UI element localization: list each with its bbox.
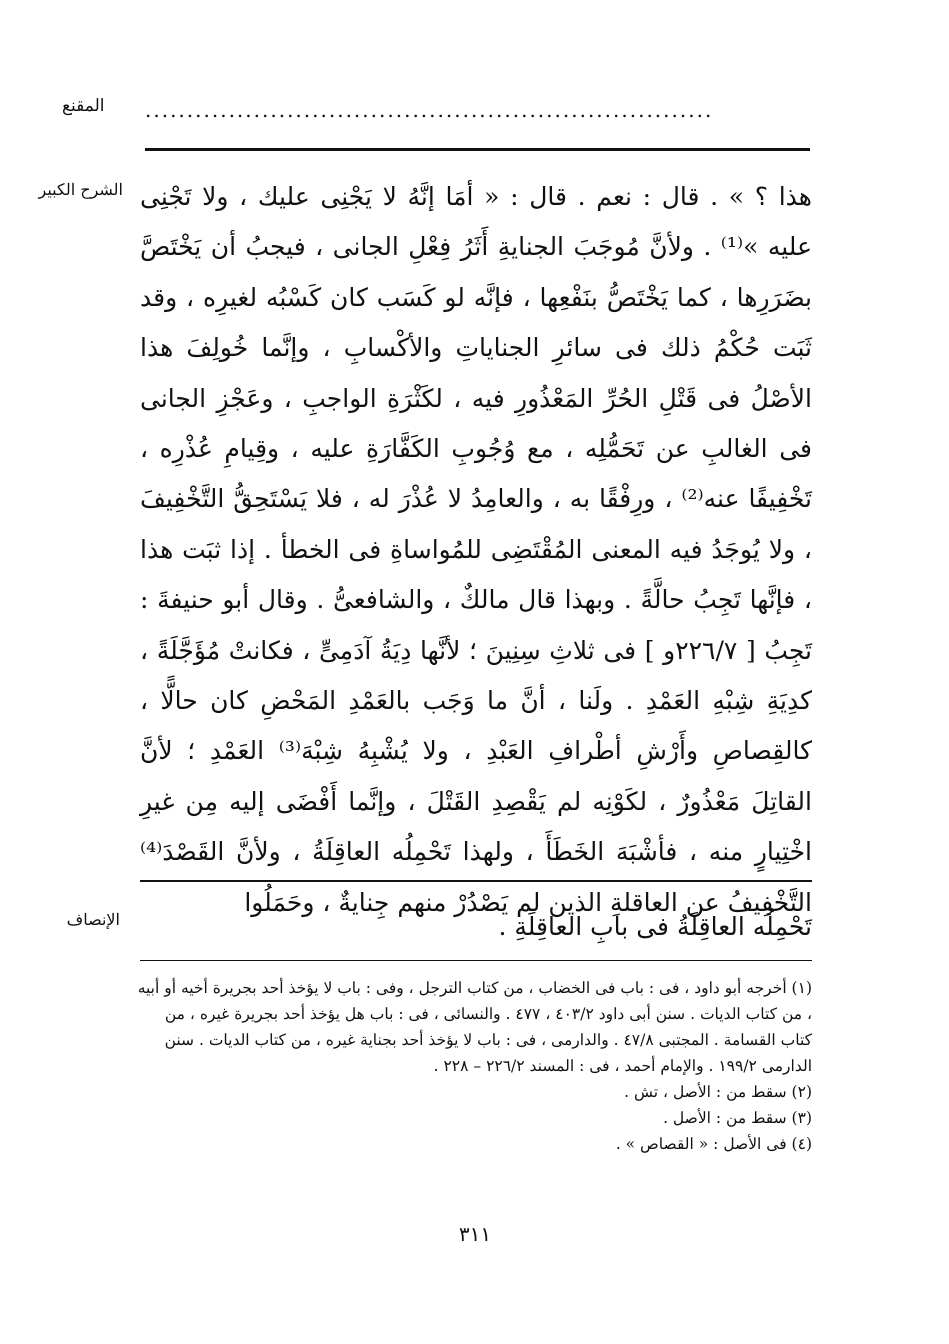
- footnote-1: (١) أخرجه أبو داود ، فى : باب فى الخضاب ، من كتاب الترجل ، وفى : باب لا يؤخذ أحد بجريرة أخيه أو أبيه ، من كتاب الديات . سنن أبى داود ٤٠٣/٢ ، ٤٧٧ . والنسائى ، فى : باب هل يؤخذ أحد بجريرة غيره ، من كتاب القسامة . المجتبى ٤٧/٨ . والدارمى ، فى : باب لا يؤخذ أحد بجناية غيره ، من كتاب الديات . سنن الدارمى ١٩٩/٢ . والإمام أحمد ، فى : المسند ٢٢٦/٢ – ٢٢٨ .: [137, 979, 812, 1075]
- header-rule: [145, 148, 810, 151]
- header-dotted-leader: ....................................................................: [145, 100, 714, 120]
- section-label-sharh: الشرح الكبير: [38, 180, 123, 199]
- footnote-4: (٤) فى الأصل : « القصاص » .: [615, 1135, 812, 1153]
- section-label-insaf: الإنصاف: [66, 910, 120, 929]
- page-number: ٣١١: [458, 1222, 492, 1246]
- footnote-rule: [140, 960, 812, 961]
- main-commentary-text: [140, 172, 812, 928]
- section-divider-rule: [140, 880, 812, 882]
- insaf-text: تَحْمِلُه العاقِلَةُ فى بابِ العاقِلَةِ .: [498, 912, 812, 941]
- footnote-3: (٣) سقط من : الأصل .: [663, 1109, 812, 1127]
- footnotes-block: [130, 975, 812, 1157]
- main-paragraph: هذا ؟ » . قال : نعم . قال : « أمَا إنَّهُ لا يَجْنِى عليك ، ولا تَجْنِى عليه »⁽¹⁾ . ولأنَّ مُوجَبَ الجنايةِ أَثَرُ فِعْلِ الجانى ، فيجبُ أن يَخْتَصَّ بضَرَرِها ، كما يَخْتَصُّ بنَفْعِها ، فإنَّه لو كَسَب كان كَسْبُه لغيرِه ، وقد ثَبَت حُكْمُ ذلك فى سائرِ الجناياتِ والأكْسابِ ، وإنَّما خُولِفَ هذا الأصْلُ فى قَتْلِ الحُرِّ المَعْذُورِ فيه ، لكَثْرَةِ الواجبِ ، وعَجْزِ الجانى فى الغالبِ عن تَحَمُّلِه ، مع وُجُوبِ الكَفَّارَةِ عليه ، وقِيامِ عُذْرِه ، تَخْفِيفًا عنه⁽²⁾ ، ورِفْقًا به ، والعامِدُ لا عُذْرَ له ، فلا يَسْتَحِقُّ التَّخْفِيفَ ، ولا يُوجَدُ فيه المعنى المُقْتَضِى للمُواساةِ فى الخطأ . إذا ثبَت هذا ، فإنَّها تَجِبُ حالَّةً . وبهذا قال مالكٌ ، والشافعىُّ . وقال أبو حنيفةَ : تَجِبُ [ ٢٢٦/٧و ] فى ثلاثِ سِنِينَ ؛ لأنَّها دِيَةُ آدَمِىٍّ ، فكانتْ مُؤَجَّلَةً ، كدِيَةِ شِبْهِ العَمْدِ . ولَنا ، أنَّ ما وَجَب بالعَمْدِ المَحْضِ كان حالًّا ، كالقِصاصِ وأَرْشِ أطْرافِ العَبْدِ ، ولا يُشْبِهُ شِبْهَ⁽³⁾ العَمْدِ ؛ لأنَّ القاتِلَ مَعْذُورٌ ، لكَوْنِه لم يَقْصِدِ القَتْلَ ، وإنَّما أَفْضَى إليه مِن غيرِ اخْتِيارٍ منه ، فأشْبَهَ الخَطَأَ ، ولهذا تَحْمِلُه العاقِلَةُ ، ولأنَّ القَصْدَ⁽⁴⁾ التَّخْفِيفُ عن العاقلةِ الذين لم يَصْدُرْ منهم جِنايةٌ ، وحَمَلُوا: [140, 182, 812, 917]
- book-title-header: المقنع: [62, 96, 105, 116]
- footnote-2: (٢) سقط من : الأصل ، تش .: [624, 1083, 812, 1101]
